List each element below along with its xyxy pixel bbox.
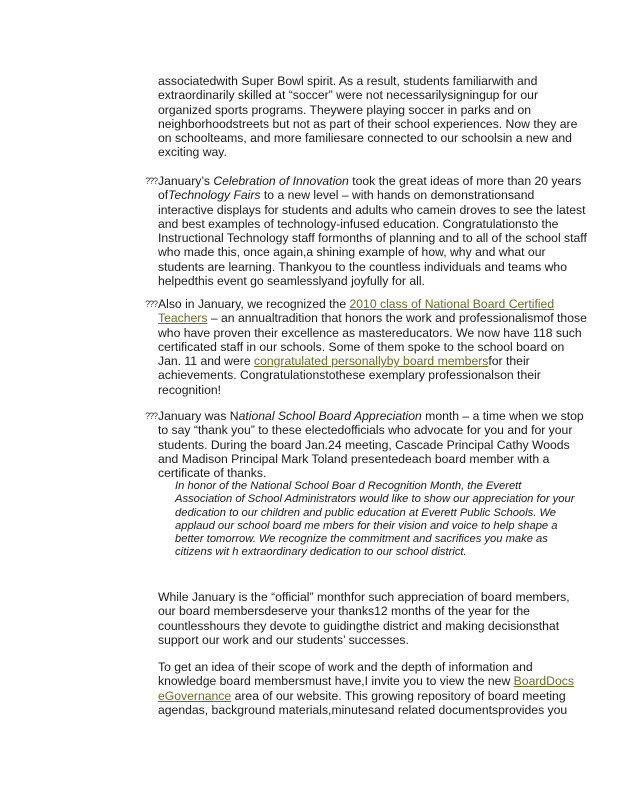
easa-quote [175,480,575,560]
bullet-item-nbct [145,297,590,397]
quote-text: In honor of the National School Boar d Recognition Month, the Everett Association of School Administrators would like to show our appreciation for your dedication to our children and public education at Everett Public Schools. We applaud our school board me mbers for their vision and voice to help shape a better tomorrow. We recognize the commitment and sacrifices you make as citizens wit h extraordinary dedication to our school district. [175,480,575,559]
bullet1-rest: to a new level – with hands on demonstrationsand interactive displays for students and adults who camein droves to see the latest and best examples of technology-infused education. Congratulationsto the Instructional Technology staff formonths of planning and to all of the school staff who made this, once again,a shining example of how, why and what our students are learning. Thankyou to the countless individuals and teams who helpedthis event go seamlesslyand joyfully for all. [158,188,587,289]
congratulated-link[interactable]: congratulated personallyby board members [253,354,489,369]
board-appreciation-title: ational School Board Appreciation [238,409,422,423]
bullet1-pre: January’s [158,174,214,188]
bullet-text [158,409,590,480]
bullet-text [158,174,590,288]
bullet-text [158,297,590,397]
boarddocs-paragraph [158,660,588,717]
celebration-of-innovation-title: Celebration of Innovation [213,174,349,188]
bullet2-post: for their achievements. Congratulationstothese exemplary professionalson their recognition! [158,354,541,397]
boarddocs-link[interactable]: BoardDocs eGovernance [158,674,574,703]
official-month-paragraph [158,590,588,647]
boarddocs-pre: To get an idea of their scope of work and the depth of information and knowledge board membersmust have,I invite you to view the new [158,660,533,689]
official-text: While January is the “official” monthfor such appreciation of board members, our board membersdeserve your thanks12 months of the year for the countlesshours they devote to guidingthe district and making decisionsthat support our work and our students’ successes. [158,590,570,647]
bullet-item-board-appreciation [145,409,590,480]
bullet-glyph: ??? [145,299,158,309]
technology-fairs-title: Technology Fairs [168,188,261,203]
bullet3-rest: month – a time when we stop to say “thank you” to these electedofficials who advocate for you and for your students. During the board Jan.24 meeting, Cascade Principal Cathy Woods and Madison Principal Mark Toland presentedeach board member with a certificate of thanks. [158,409,584,481]
bullet-item-celebration [145,174,590,288]
bullet2-mid: – an annualtradition that honors the work and professionalismof those who have proven their excellence as mastereducators. We now have 118 such certificated staff in our schools. Some of them spoke to the school board on Jan. 11 and were [158,311,587,369]
boarddocs-post: area of our website. This growing repository of board meeting agendas, background materials,minutesand related documentsprovides you [158,688,568,717]
bullet-glyph: ??? [145,411,158,421]
bullet3-pre: January was N [158,409,239,423]
nbct-link[interactable]: 2010 class of National Board Certified Teachers [158,297,555,326]
bullet-glyph: ??? [145,176,158,186]
bullet2-pre: Also in January, we recognized the [158,297,350,311]
intro-paragraph [158,74,588,160]
bullet1-mid: took the great ideas of more than 20 years of [158,174,582,203]
intro-text: associatedwith Super Bowl spirit. As a result, students familiarwith and extraordinarily skilled at “soccer” were not necessarilysigningup for our organized sports programs. Theywere playing soccer in parks and on neighborhoodstreets but not as part of their school experiences. Now they are on schoolteams, and more familiesare connected to our schoolsin a new and exciting way. [158,74,578,160]
